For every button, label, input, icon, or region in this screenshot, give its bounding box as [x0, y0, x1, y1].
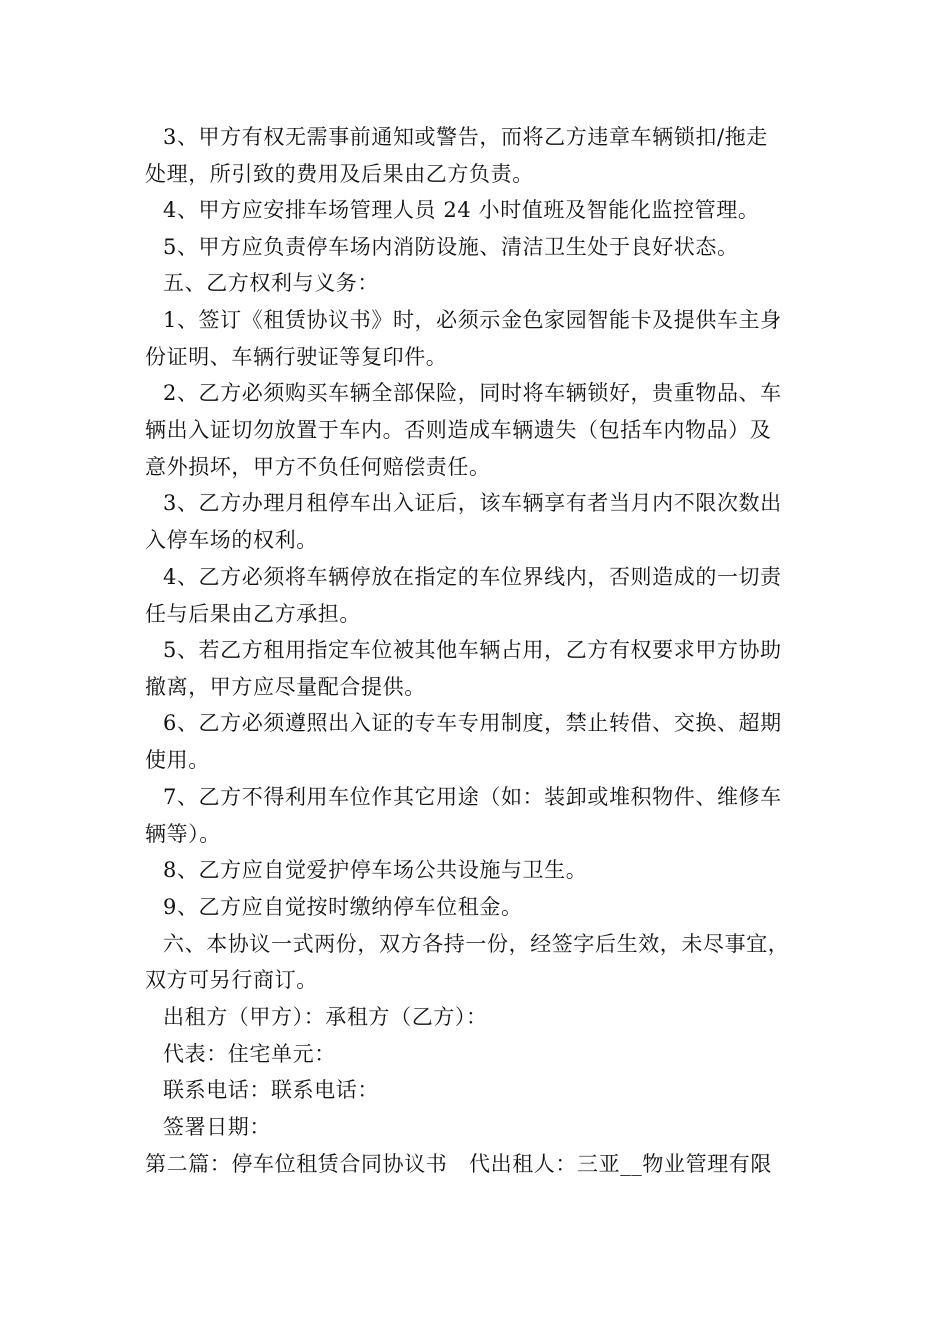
- section-heading: 六、本协议一式两份，双方各持一份，经签字后生效，未尽事宜，: [163, 932, 790, 956]
- paragraph-line: 3、乙方办理月租停车出入证后，该车辆享有者当月内不限次数出: [163, 491, 782, 515]
- paragraph-line: 撤离，甲方应尽量配合提供。: [145, 675, 426, 699]
- paragraph-line: 处理，所引致的费用及后果由乙方负责。: [145, 162, 534, 186]
- paragraph-line: 份证明、车辆行驶证等复印件。: [145, 345, 448, 369]
- section-heading: 五、乙方权利与义务：: [163, 271, 379, 295]
- paragraph-line: 3、甲方有权无需事前通知或警告，而将乙方违章车辆锁扣/拖走: [163, 125, 768, 149]
- next-section-title: 第二篇：停车位租赁合同协议书 代出租人：三亚__物业管理有限: [145, 1152, 772, 1176]
- paragraph-line: 双方可另行商订。: [145, 968, 318, 992]
- signature-line: 出租方（甲方）：承租方（乙方）：: [163, 1005, 488, 1029]
- paragraph-line: 4、甲方应安排车场管理人员 24 小时值班及智能化监控管理。: [163, 198, 760, 222]
- paragraph-line: 8、乙方应自觉爱护停车场公共设施与卫生。: [163, 858, 588, 882]
- paragraph-line: 6、乙方必须遵照出入证的专车专用制度，禁止转借、交换、超期: [163, 711, 782, 735]
- paragraph-line: 任与后果由乙方承担。: [145, 602, 361, 626]
- paragraph-line: 5、若乙方租用指定车位被其他车辆占用，乙方有权要求甲方协助: [163, 638, 782, 662]
- paragraph-line: 1、签订《租赁协议书》时，必须示金色家园智能卡及提供车主身: [163, 308, 782, 332]
- paragraph-line: 辆等）。: [145, 822, 221, 846]
- paragraph-line: 入停车场的权利。: [145, 528, 318, 552]
- paragraph-line: 5、甲方应负责停车场内消防设施、清洁卫生处于良好状态。: [163, 235, 739, 259]
- paragraph-line: 4、乙方必须将车辆停放在指定的车位界线内，否则造成的一切责: [163, 565, 782, 589]
- paragraph-line: 7、乙方不得利用车位作其它用途（如：装卸或堆积物件、维修车: [163, 785, 782, 809]
- paragraph-line: 意外损坏，甲方不负任何赔偿责任。: [145, 455, 491, 479]
- signature-line: 代表：住宅单元：: [163, 1042, 336, 1066]
- paragraph-line: 9、乙方应自觉按时缴纳停车位租金。: [163, 895, 523, 919]
- signature-line: 签署日期：: [163, 1115, 271, 1139]
- signature-line: 联系电话：联系电话：: [163, 1078, 379, 1102]
- paragraph-line: 辆出入证切勿放置于车内。否则造成车辆遗失（包括车内物品）及: [145, 418, 772, 442]
- paragraph-line: 2、乙方必须购买车辆全部保险，同时将车辆锁好，贵重物品、车: [163, 381, 782, 405]
- paragraph-line: 使用。: [145, 748, 210, 772]
